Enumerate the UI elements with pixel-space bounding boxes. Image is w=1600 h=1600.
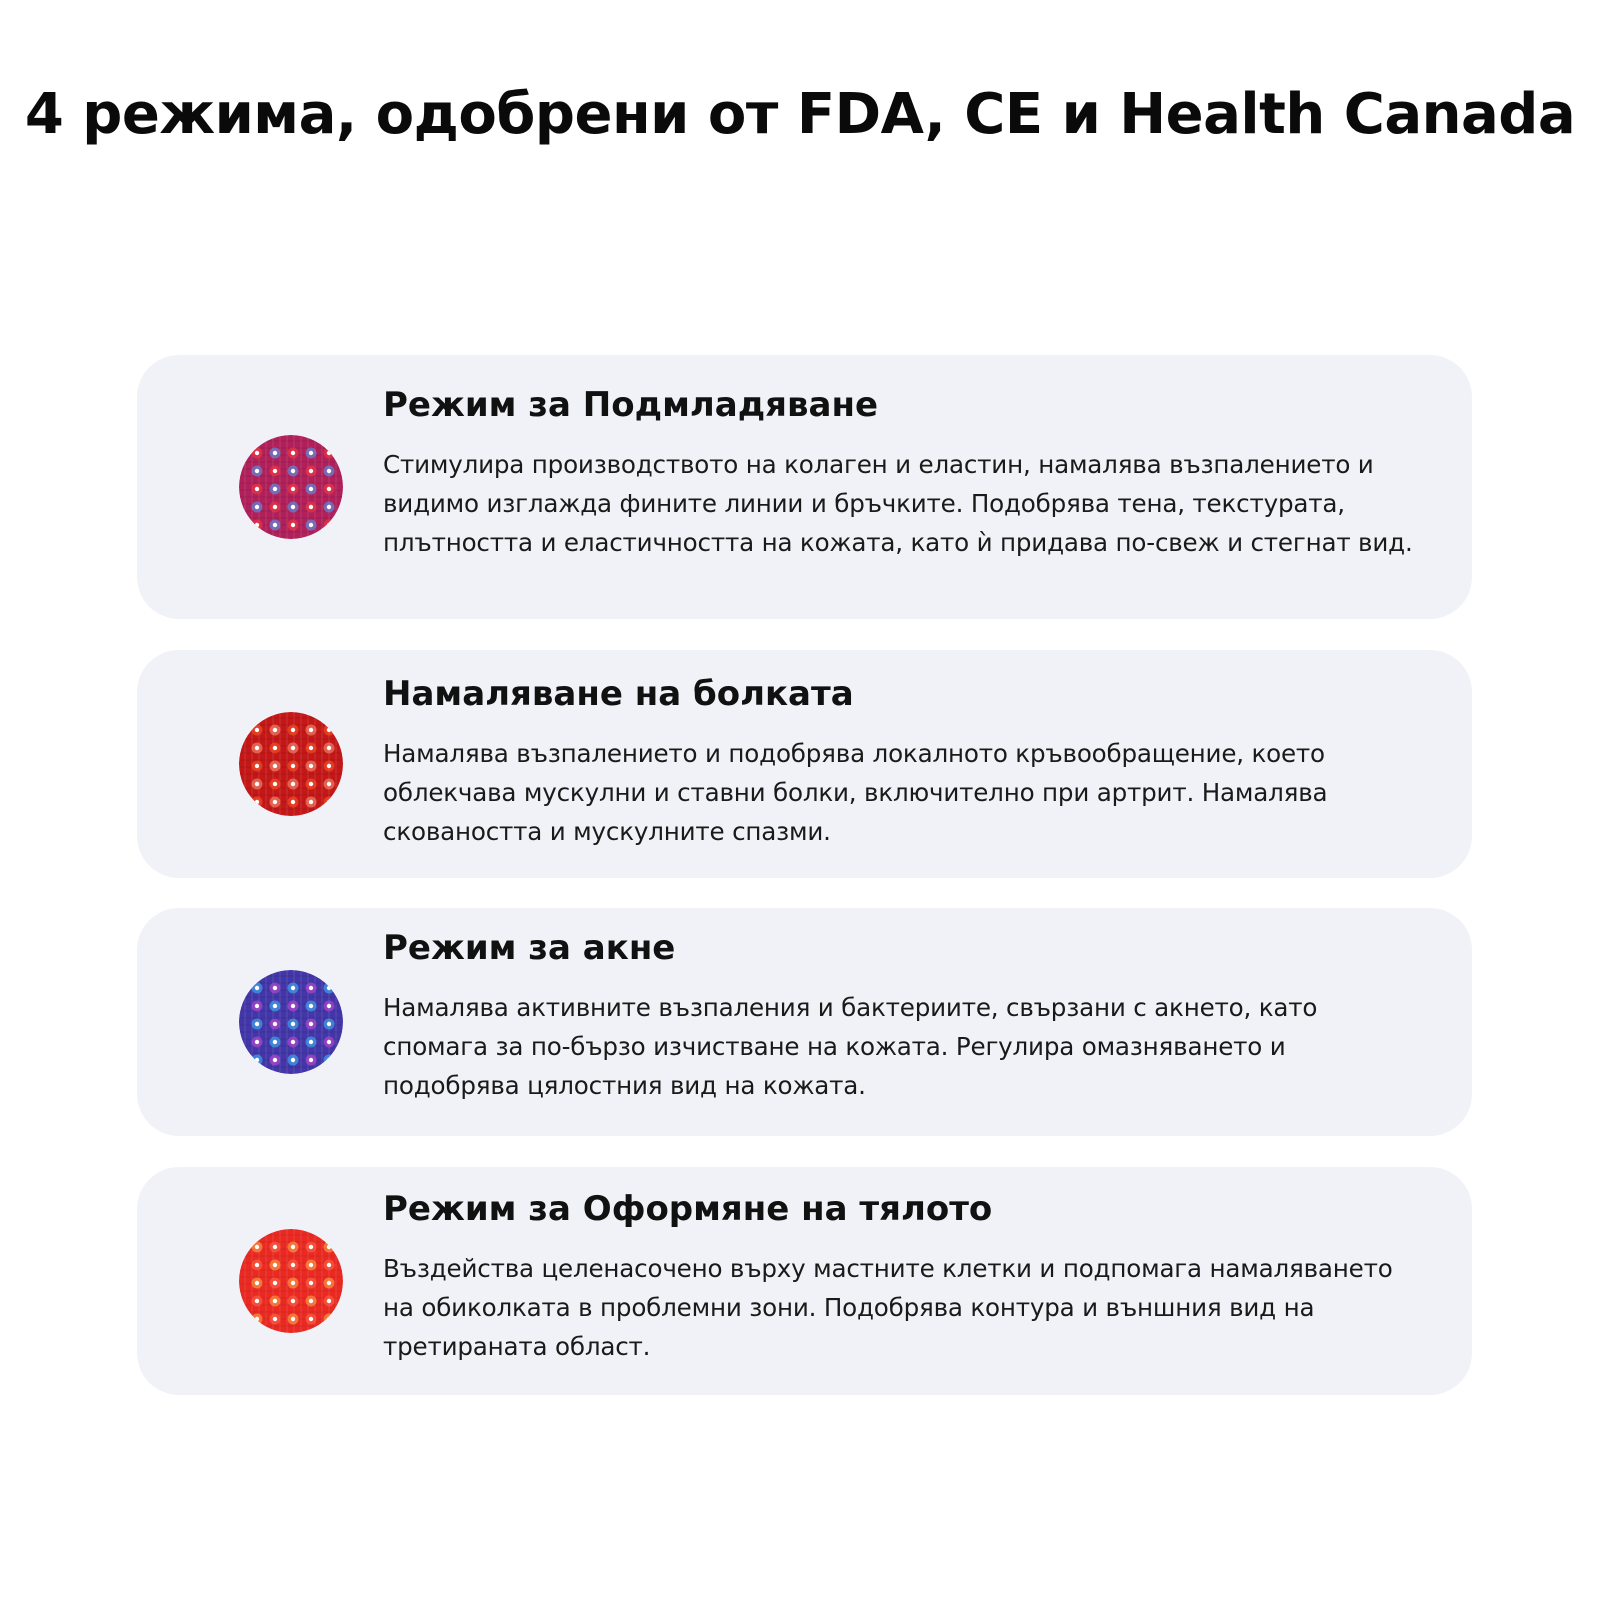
led-dot <box>309 800 313 804</box>
mode-description-line: подобрява цялостния вид на кожата. <box>383 1071 866 1100</box>
led-dot <box>309 487 313 491</box>
led-dot <box>255 1263 259 1267</box>
mode-card-text <box>383 1189 1452 1366</box>
led-dot <box>291 782 295 786</box>
led-dot <box>273 746 277 750</box>
led-dot <box>327 1058 331 1062</box>
led-dot <box>327 782 331 786</box>
mode-heading: Режим за Подмладяване <box>383 385 879 425</box>
mode-card-body-contouring <box>137 1167 1472 1395</box>
led-dot <box>273 1022 277 1026</box>
mode-description-line: видимо изглажда фините линии и бръчките. Подобрява тена, текстурата, <box>383 489 1345 518</box>
led-glow <box>324 1314 335 1325</box>
led-dot <box>273 451 277 455</box>
mode-heading: Намаляване на болката <box>383 674 854 714</box>
page-title: 4 режима, одобрени от FDA, CE и Health Canada <box>24 82 1576 147</box>
mode-card-acne <box>137 908 1472 1136</box>
led-dot <box>255 782 259 786</box>
led-dot <box>255 728 259 732</box>
led-dot <box>273 728 277 732</box>
led-dot <box>309 1022 313 1026</box>
led-dot <box>291 728 295 732</box>
led-dot <box>255 746 259 750</box>
led-dot <box>327 728 331 732</box>
led-dot <box>255 764 259 768</box>
led-dot <box>291 505 295 509</box>
led-dot <box>291 523 295 527</box>
led-dot <box>255 487 259 491</box>
led-dot <box>273 1245 277 1249</box>
led-dot <box>291 1058 295 1062</box>
led-dot <box>291 1281 295 1285</box>
led-dot <box>255 1040 259 1044</box>
mode-card-pain-relief <box>137 650 1472 878</box>
led-dot <box>255 1004 259 1008</box>
led-dot <box>327 1040 331 1044</box>
mode-description <box>383 1249 1452 1366</box>
led-panel-graphic <box>239 1229 343 1333</box>
led-dot <box>327 1263 331 1267</box>
led-dot <box>291 1263 295 1267</box>
mode-description-line: Стимулира производството на колаген и еластин, намалява възпалението и <box>383 450 1374 479</box>
red-orange-led-icon <box>239 1229 343 1333</box>
led-dot <box>273 1058 277 1062</box>
led-dot <box>255 1299 259 1303</box>
mode-description-line: сковаността и мускулните спазми. <box>383 817 831 846</box>
mode-description-line: Въздейства целенасочено върху мастните клетки и подпомага намаляването <box>383 1254 1393 1283</box>
led-dot <box>327 764 331 768</box>
led-dot <box>255 1317 259 1321</box>
led-dot <box>273 1263 277 1267</box>
led-dot <box>327 451 331 455</box>
mode-heading: Режим за акне <box>383 928 676 968</box>
led-glow <box>324 1055 335 1066</box>
led-dot <box>273 800 277 804</box>
led-dot <box>309 764 313 768</box>
red-blue-led-icon <box>239 435 343 539</box>
mode-card-text <box>383 385 1452 562</box>
led-dot <box>291 1299 295 1303</box>
led-dot <box>255 451 259 455</box>
red-led-icon <box>239 712 343 816</box>
led-panel-graphic <box>239 712 343 816</box>
led-panel-graphic <box>239 435 343 539</box>
mode-card-text <box>383 928 1452 1105</box>
led-dot <box>255 1022 259 1026</box>
mode-description-line: Намалява активните възпаления и бактериите, свързани с акнето, като <box>383 993 1318 1022</box>
led-dot <box>309 1004 313 1008</box>
led-dot <box>273 1281 277 1285</box>
led-dot <box>327 1317 331 1321</box>
led-dot <box>291 800 295 804</box>
mode-card-rejuvenation <box>137 355 1472 619</box>
led-dot <box>273 782 277 786</box>
led-dot <box>309 782 313 786</box>
led-dot <box>273 986 277 990</box>
led-dot <box>309 1040 313 1044</box>
led-dot <box>309 1263 313 1267</box>
led-dot <box>273 523 277 527</box>
led-dot <box>255 800 259 804</box>
led-dot <box>327 523 331 527</box>
led-dot <box>255 523 259 527</box>
led-dot <box>309 1281 313 1285</box>
led-dot <box>291 1317 295 1321</box>
mode-card-text <box>383 674 1452 851</box>
led-dot <box>309 469 313 473</box>
led-dot <box>327 746 331 750</box>
led-dot <box>291 451 295 455</box>
led-dot <box>327 487 331 491</box>
led-dot <box>255 986 259 990</box>
led-dot <box>255 1245 259 1249</box>
led-dot <box>309 728 313 732</box>
blue-led-icon <box>239 970 343 1074</box>
mode-description-line: облекчава мускулни и ставни болки, включително при артрит. Намалява <box>383 778 1328 807</box>
led-dot <box>309 505 313 509</box>
led-dot <box>255 469 259 473</box>
mode-description-line: плътността и еластичността на кожата, като ѝ придава по-свеж и стегнат вид. <box>383 528 1413 557</box>
led-dot <box>273 487 277 491</box>
led-dot <box>309 1317 313 1321</box>
led-dot <box>309 1245 313 1249</box>
led-dot <box>291 1004 295 1008</box>
led-dot <box>273 1317 277 1321</box>
led-panel-graphic <box>239 970 343 1074</box>
mode-description-line: третираната област. <box>383 1332 651 1361</box>
led-dot <box>291 1245 295 1249</box>
led-dot <box>291 487 295 491</box>
led-dot <box>273 1004 277 1008</box>
led-dot <box>309 986 313 990</box>
led-dot <box>327 1245 331 1249</box>
led-dot <box>327 1004 331 1008</box>
led-dot <box>327 505 331 509</box>
led-dot <box>273 469 277 473</box>
led-dot <box>327 1281 331 1285</box>
led-dot <box>291 746 295 750</box>
led-dot <box>255 1281 259 1285</box>
led-dot <box>309 523 313 527</box>
led-dot <box>309 451 313 455</box>
led-dot <box>255 505 259 509</box>
mode-description-line: на обиколката в проблемни зони. Подобрява контура и външния вид на <box>383 1293 1315 1322</box>
mode-description <box>383 445 1452 562</box>
led-glow <box>324 520 335 531</box>
led-dot <box>291 764 295 768</box>
mode-heading: Режим за Оформяне на тялото <box>383 1189 993 1229</box>
led-dot <box>309 1058 313 1062</box>
led-dot <box>273 1040 277 1044</box>
led-dot <box>327 800 331 804</box>
led-dot <box>291 1040 295 1044</box>
mode-description <box>383 988 1452 1105</box>
led-dot <box>309 746 313 750</box>
led-glow <box>324 797 335 808</box>
mode-description-line: Намалява възпалението и подобрява локалното кръвообращение, което <box>383 739 1325 768</box>
led-dot <box>273 764 277 768</box>
mode-description <box>383 734 1452 851</box>
led-dot <box>255 1058 259 1062</box>
led-dot <box>291 469 295 473</box>
led-dot <box>327 986 331 990</box>
led-dot <box>327 469 331 473</box>
led-dot <box>327 1022 331 1026</box>
led-dot <box>291 1022 295 1026</box>
led-dot <box>327 1299 331 1303</box>
led-dot <box>309 1299 313 1303</box>
led-dot <box>273 1299 277 1303</box>
led-dot <box>291 986 295 990</box>
mode-description-line: спомага за по-бързо изчистване на кожата. Регулира омазняването и <box>383 1032 1286 1061</box>
led-dot <box>273 505 277 509</box>
